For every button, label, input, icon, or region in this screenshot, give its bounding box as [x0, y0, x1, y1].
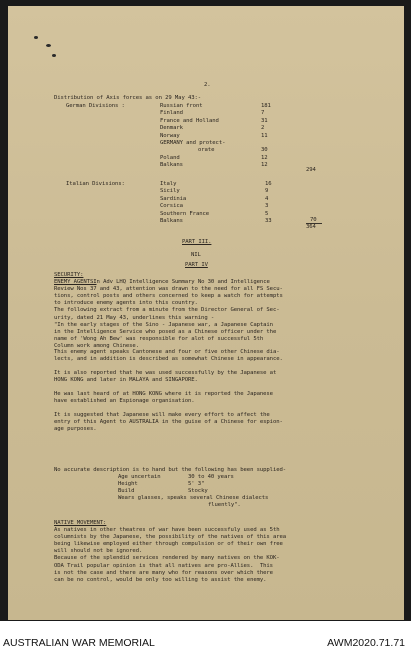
- italian-row-place: Italy: [160, 181, 177, 187]
- german-row-place: orate: [198, 147, 215, 154]
- para1-line: "In the early stages of the Sino - Japanese war, a Japanese Captain: [54, 321, 273, 328]
- para2-line: This enemy agent speaks Cantonese and four or five other Chinese dia-: [54, 349, 280, 355]
- german-row-place: Finland: [160, 110, 183, 117]
- german-row-count: 12: [261, 154, 268, 161]
- punch-hole: [52, 54, 56, 57]
- italian-row-count: 33: [265, 218, 272, 224]
- german-row-place: Balkans: [160, 162, 183, 169]
- description-value: 30 to 40 years: [188, 474, 234, 480]
- italian-row-count: 9: [265, 188, 269, 195]
- para5-line: It is suggested that Japanese will make every effort to affect the: [54, 412, 270, 418]
- italian-total: 70: [310, 217, 317, 223]
- footer-bar: [0, 621, 411, 653]
- distribution-title: Distribution of Axis forces as on 29 May 43:-: [54, 95, 202, 101]
- para5-line: entry of this Agent to AUSTRALIA in the guise of a Chinese for espion-: [54, 419, 283, 426]
- para1-line: to introduce enemy agents into this country.: [54, 300, 198, 307]
- italian-row-count: 5: [265, 210, 269, 217]
- para7-line: As natives in other theatres of war have been successfuly used as 5th: [54, 527, 280, 533]
- german-row-place: Denmark: [160, 125, 183, 132]
- footer-institution: AUSTRALIAN WAR MEMORIAL: [3, 637, 155, 649]
- description-key: Age uncertain: [118, 474, 161, 480]
- enemy-agents-heading: ENEMY AGENTS:: [54, 279, 97, 285]
- description-value: Stocky: [188, 488, 208, 495]
- german-row-place: France and Holland: [160, 117, 219, 124]
- para3-line: HONG KONG and later in MALAYA and SINGAPORE.: [54, 377, 198, 384]
- italian-row-place: Balkans: [160, 218, 183, 224]
- para7-line: can be no control, would be only too willing to assist the enemy.: [54, 576, 267, 583]
- description-key: fluently".: [208, 502, 241, 509]
- para4-line: He was last heard of at HONG KONG where it is reported the Japanese: [54, 391, 273, 397]
- para5-line: age purposes.: [54, 426, 97, 433]
- italian-row-place: Sicily: [160, 188, 180, 195]
- para1-line: name of 'Wong Ah Bew' was responsible for alot of successful 5th: [54, 335, 264, 342]
- italian-row-count: 3: [265, 203, 269, 210]
- german-row-count: 2: [261, 125, 265, 132]
- german-row-count: 31: [261, 117, 268, 124]
- german-row-place: Norway: [160, 132, 180, 139]
- para1-line: Column work among Chinese.: [54, 342, 139, 349]
- para7-line: will should not be ignored.: [54, 548, 143, 555]
- para1-line: in the Intelligence Service who posed as a Chinese officer under the: [54, 328, 277, 335]
- para7-line: ODA Trail popular opinion is that all natives are pro-Allies. This: [54, 562, 273, 569]
- german-row-place: GERMANY and protect-: [160, 140, 226, 146]
- italian-row-place: Sardinia: [160, 195, 187, 202]
- para7-line: is not the case and there are many who for reasons over which there: [54, 569, 273, 576]
- description-key: Wears glasses, speaks several Chinese dialects: [118, 495, 269, 502]
- para1-line: urity, dated 21 May 43, underlines this warning -: [54, 314, 215, 321]
- page-number: 2.: [204, 82, 211, 88]
- nil-text: NIL: [191, 252, 201, 258]
- german-row-place: Poland: [160, 154, 180, 161]
- german-row-count: 181: [261, 103, 271, 109]
- para7-line: being likewise employed either through compulsion or of their own free: [54, 541, 283, 548]
- german-row-count: 7: [261, 110, 265, 117]
- footer-accession-number: AWM2020.71.71: [327, 637, 405, 649]
- italian-row-count: 4: [265, 195, 269, 202]
- german-row-count: 12: [261, 162, 268, 169]
- document-page: [8, 6, 404, 620]
- para1-line: The following extract from a minute from the Director General of Sec-: [54, 307, 280, 314]
- punch-hole: [46, 44, 51, 47]
- description-key: Build: [118, 488, 135, 495]
- para7-line: columnists by the Japanese, the possibility of the natives of this area: [54, 534, 287, 541]
- para1-line: Review Nos 37 and 43, attention was drawn to the need for all FS Secu-: [54, 286, 283, 293]
- paragraph-description-intro: No accurate description is to hand but the following has been supplied-: [54, 467, 287, 473]
- german-total: 294: [306, 167, 316, 173]
- para3-line: It is also reported that he was used successfully by the Japanese at: [54, 370, 277, 376]
- german-row-place: Russian front: [160, 103, 203, 109]
- part-iii-heading: PART III.: [182, 239, 212, 245]
- native-movement-heading: NATIVE MOVEMENT:: [54, 520, 107, 526]
- italian-row-count: 16: [265, 181, 272, 187]
- german-label: German Divisions :: [66, 103, 125, 109]
- para4-line: have established an Espionage organisation.: [54, 398, 195, 405]
- para1-line: In Adv LHQ Intelligence Summary No 30 and Intelligence: [90, 279, 270, 285]
- para1-line: tions, control posts and others concerned to keep a watch for attempts: [54, 293, 283, 300]
- part-iv-heading: PART IV: [185, 262, 208, 268]
- italian-label: Italian Divisions:: [66, 181, 125, 187]
- description-value: 5' 3": [188, 481, 205, 488]
- german-row-count: 30: [261, 147, 268, 154]
- description-key: Height: [118, 481, 138, 488]
- german-row-count: 11: [261, 132, 268, 139]
- para7-line: Because of the splendid services rendered by many natives on the KOK-: [54, 555, 280, 562]
- security-heading: SECURITY:: [54, 272, 84, 278]
- para2-line: lects, and in addition is described as somewhat Chinese in appearance.: [54, 356, 283, 363]
- italian-row-place: Corsica: [160, 203, 183, 210]
- punch-hole: [34, 36, 38, 39]
- italian-grand-total: 364: [306, 224, 316, 230]
- italian-row-place: Southern France: [160, 210, 210, 217]
